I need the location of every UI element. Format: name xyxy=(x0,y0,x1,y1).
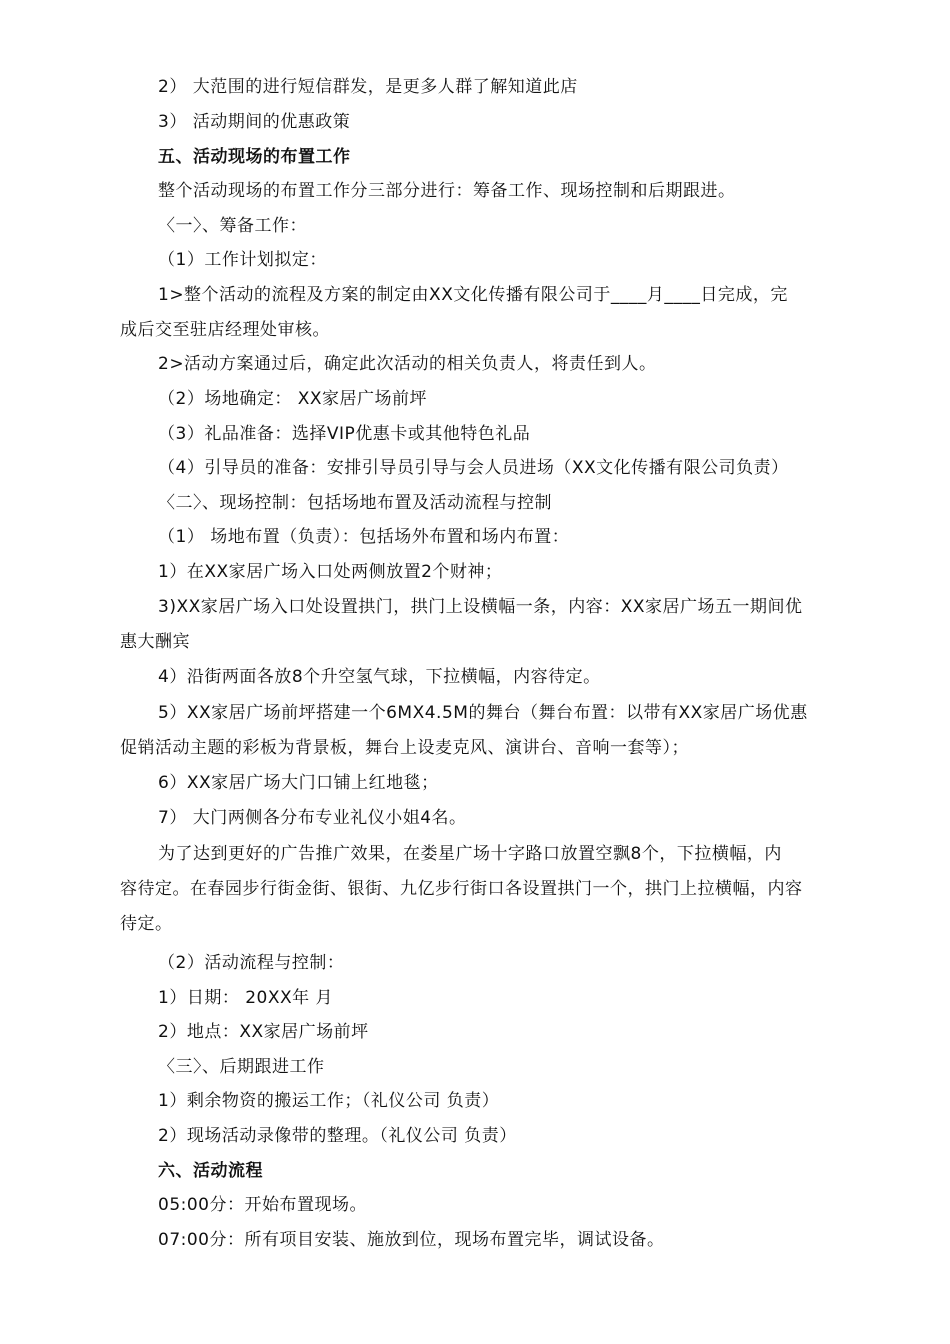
list-item: 05:00分：开始布置现场。 xyxy=(158,1195,367,1215)
paragraph: 待定。 xyxy=(120,914,173,934)
subsection-heading: 〈一〉、筹备工作： xyxy=(158,216,307,236)
list-item: 2）地点：XX家居广场前坪 xyxy=(158,1022,369,1042)
list-item: 促销活动主题的彩板为背景板，舞台上设麦克风、演讲台、音响一套等）； xyxy=(120,738,689,758)
list-item: 07:00分：所有项目安装、施放到位，现场布置完毕，调试设备。 xyxy=(158,1230,665,1250)
list-item: （3）礼品准备：选择VIP优惠卡或其他特色礼品 xyxy=(158,424,531,444)
list-item: 1）剩余物资的搬运工作；（礼仪公司 负责） xyxy=(158,1091,500,1111)
list-item: 3)XX家居广场入口处设置拱门，拱门上设横幅一条，内容：XX家居广场五一期间优 xyxy=(158,597,803,617)
list-item: 2）现场活动录像带的整理。（礼仪公司 负责） xyxy=(158,1126,517,1146)
list-item: 1）日期： 20XX年 月 xyxy=(158,988,334,1008)
paragraph: 整个活动现场的布置工作分三部分进行：筹备工作、现场控制和后期跟进。 xyxy=(158,181,736,201)
list-item: （2）活动流程与控制： xyxy=(158,953,345,973)
list-item: 1）在XX家居广场入口处两侧放置2个财神； xyxy=(158,562,503,582)
section-heading: 五、活动现场的布置工作 xyxy=(158,147,351,167)
list-item: （4）引导员的准备：安排引导员引导与会人员进场（XX文化传播有限公司负责） xyxy=(158,458,789,478)
list-item: （1）工作计划拟定： xyxy=(158,250,327,270)
paragraph: 成后交至驻店经理处审核。 xyxy=(120,320,330,340)
list-item: 7） 大门两侧各分布专业礼仪小姐4名。 xyxy=(158,808,467,828)
paragraph: 2>活动方案通过后，确定此次活动的相关负责人，将责任到人。 xyxy=(158,354,657,374)
subsection-heading: 〈二〉、现场控制：包括场地布置及活动流程与控制 xyxy=(158,493,552,513)
list-item: （2）场地确定： XX家居广场前坪 xyxy=(158,389,428,409)
paragraph: 容待定。在春园步行街金街、银街、九亿步行街口各设置拱门一个，拱门上拉横幅，内容 xyxy=(120,879,803,899)
paragraph: 1>整个活动的流程及方案的制定由XX文化传播有限公司于____月____日完成，完 xyxy=(158,285,788,305)
list-item: （1） 场地布置（负责）：包括场外布置和场内布置： xyxy=(158,527,570,547)
list-item: 2） 大范围的进行短信群发，是更多人群了解知道此店 xyxy=(158,77,578,97)
list-item: 3） 活动期间的优惠政策 xyxy=(158,112,351,132)
list-item: 6）XX家居广场大门口铺上红地毯； xyxy=(158,773,439,793)
section-heading: 六、活动流程 xyxy=(158,1161,263,1181)
paragraph: 为了达到更好的广告推广效果，在娄星广场十字路口放置空飘8个，下拉横幅，内 xyxy=(158,844,782,864)
list-item: 5）XX家居广场前坪搭建一个6MX4.5M的舞台（舞台布置：以带有XX家居广场优惠 xyxy=(158,703,808,723)
subsection-heading: 〈三〉、后期跟进工作 xyxy=(158,1057,325,1077)
list-item: 惠大酬宾 xyxy=(120,632,190,652)
list-item: 4）沿街两面各放8个升空氢气球，下拉横幅，内容待定。 xyxy=(158,667,601,687)
